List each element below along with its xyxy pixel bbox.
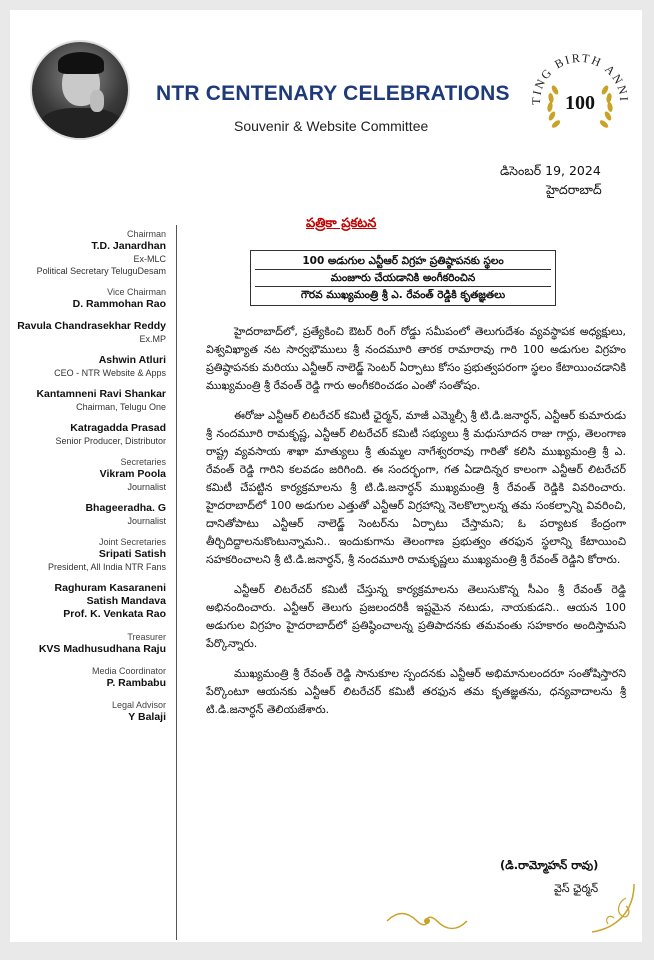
body-paragraph: హైదరాబాద్‌లో, ప్రత్యేకించి ఔటర్ రింగ్ రోడ్డు సమీపంలో తెలుగుదేశం వ్యవస్థాపక అధ్యక్షులు, విశ్వవిఖ్యాత నట సార్వభౌములు శ్రీ నందమూరి తారక రామారావు గారి 100 అడుగుల విగ్రహం ప్రతిష్ఠాపనకు మరియు ఎన్టీఆర్ నాలెడ్జ్ సెంటర్ ఏర్పాటు కోసం ప్రభుత్వపరంగా స్థలం కేటాయించడానికి ముఖ్యమంత్రి శ్రీ రేవంత్ రెడ్డి గారు అంగీకరించడం ఎంతో సంతోషం. xyxy=(206,325,626,392)
signatory-designation: వైస్ ఛైర్మన్ xyxy=(554,882,599,895)
headline-line: గౌరవ ముఖ్యమంత్రి శ్రీ ఎ. రేవంత్ రెడ్డికి కృతజ్ఞతలు xyxy=(300,289,506,301)
sidebar-member: Joint Secretaries Sripati Satish President, All India NTR Fans xyxy=(47,537,166,572)
emblem-number: 100 xyxy=(565,92,595,114)
sidebar-divider xyxy=(176,225,177,940)
sidebar-member: Ravula Chandrasekhar Reddy Ex.MP xyxy=(17,320,166,344)
sidebar-member: Treasurer KVS Madhusudhana Raju xyxy=(38,632,166,655)
body-paragraph: ఈరోజు ఎన్టీఆర్ లిటరేచర్ కమిటీ ఛైర్మన్, మాజీ ఎమ్మెల్సీ శ్రీ టి.డి.జనార్ధన్, ఎన్టీఆర్ కుమారుడు శ్రీ నందమూరి రామకృష్ణ, ఎన్టీఆర్ లిటరేచర్ కమిటీ సభ్యులు శ్రీ మధుసూదన రాజు గార్లు, తెలంగాణ రాష్ట్ర వ్యవసాయ శాఖా మాత్యులు శ్రీ తుమ్మల నాగేశ్వరరావు గారితో కలిసి ముఖ్యమంత్రి శ్రీ ఎ. రేవంత్ రెడ్డి గారిని కలవడం జరిగింది. ఈ సందర్భంగా, గత ఏడాదిన్నర కాలంగా ఎన్టీఆర్ లిటరేచర్ కమిటీ చేపట్టిన కార్యక్రమాలను శ్రీ టి.డి.జనార్ధన్ ముఖ్యమంత్రి శ్రీ రేవంత్ రెడ్డికి వివరించారు. హైదరాబాద్‌లో 100 అడుగుల ఎత్తుతో ఎన్టీఆర్ విగ్రహాన్ని నెలకొల్పాలన్న తమ సంకల్పాన్ని వివరించి, దానితోపాటు ఎన్టీఆర్ నాలెడ్జ్ సెంటర్‌ను ఏర్పాటు చేస్తామని; ఓ పర్యాటక కేంద్రంగా తీర్చిదిద్దాలనుకొంటున్నామని.. ఇందుకుగాను తెలంగాణ ప్రభుత్వం తరఫున స్థలాన్ని కేటాయించి సహకరించాలని శ్రీ టి.డి.జనార్ధన్, శ్రీ నందమూరి రామకృష్ణలు ముఖ్యమంత్రి శ్రీ రేవంత్ రెడ్డిని కోరారు. xyxy=(206,409,626,566)
portrait-photo xyxy=(30,40,130,140)
flourish-ornament-icon xyxy=(382,908,472,934)
sidebar-member: Bhageeradha. G Journalist xyxy=(85,502,166,526)
sidebar-member: Ashwin Atluri CEO - NTR Website & Apps xyxy=(54,354,166,378)
headline-box xyxy=(250,250,556,306)
centenary-emblem xyxy=(526,36,634,164)
emblem-text: TING BIRTH ANNI xyxy=(528,50,632,106)
body-paragraph: ఎన్టీఆర్ లిటరేచర్ కమిటీ చేస్తున్న కార్యక్రమాలను తెలుసుకొన్న సీఎం శ్రీ రేవంత్ రెడ్డి అభినందించారు. ఎన్టీఆర్ తెలుగు ప్రజలందరికీ ఇష్టమైన నటుడు, నాయకుడని.. ఆయన 100 అడుగుల విగ్రహం హైదరాబాద్‌లో ప్రతిష్ఠించాలన్న ప్రతిపాదనకు తమవంతు సహకారం అందిస్తామని పేర్కొన్నారు. xyxy=(206,583,626,650)
headline-line: 100 అడుగుల ఎన్టీఆర్ విగ్రహ ప్రతిష్ఠాపనకు స్థలం xyxy=(255,253,551,270)
headline-line: మంజూరు చేయడానికి అంగీకరించిన xyxy=(255,270,551,287)
press-release-title: పత్రికా ప్రకటన xyxy=(306,216,377,231)
org-title: NTR CENTENARY CELEBRATIONS xyxy=(156,82,510,105)
sidebar-member: Vice Chairman D. Rammohan Rao xyxy=(72,287,166,310)
sidebar-member: Media Coordinator P. Rambabu xyxy=(91,666,166,689)
letterhead-header xyxy=(10,10,642,160)
sidebar-member: Secretaries Vikram Poola Journalist xyxy=(99,457,166,492)
sidebar-member: Kantamneni Ravi Shankar Chairman, Telugu One xyxy=(36,388,166,412)
letter-date: డిసెంబర్ 19, 2024 xyxy=(500,163,601,178)
letter-place: హైదరాబాద్ xyxy=(546,182,602,197)
body-paragraph: ముఖ్యమంత్రి శ్రీ రేవంత్ రెడ్డి సానుకూల స్పందనకు ఎన్టీఆర్ అభిమానులందరూ సంతోషిస్తారని పేర్కొంటూ ఆయనకు ఎన్టీఆర్ లిటరేచర్ కమిటీ తరఫున తమ కృతజ్ఞతను, ధన్యవాదాలను శ్రీ టి.డి.జనార్ధన్ తెలియజేశారు. xyxy=(206,667,626,716)
signatory-name: (డి.రామ్మోహన్ రావు) xyxy=(500,858,599,872)
org-subtitle: Souvenir & Website Committee xyxy=(234,118,429,134)
press-release-body xyxy=(206,323,626,731)
letterhead-page xyxy=(10,10,642,942)
sidebar-member: Chairman T.D. Janardhan Ex-MLC Political Secretary TeluguDesam xyxy=(36,229,166,276)
sidebar-member: Raghuram Kasaraneni Satish Mandava Prof. K. Venkata Rao xyxy=(54,582,166,620)
committee-sidebar xyxy=(10,228,168,733)
sidebar-member: Legal Advisor Y Balaji xyxy=(111,700,166,723)
corner-flourish-icon xyxy=(588,880,638,936)
sidebar-member: Katragadda Prasad Senior Producer, Distributor xyxy=(55,422,166,446)
